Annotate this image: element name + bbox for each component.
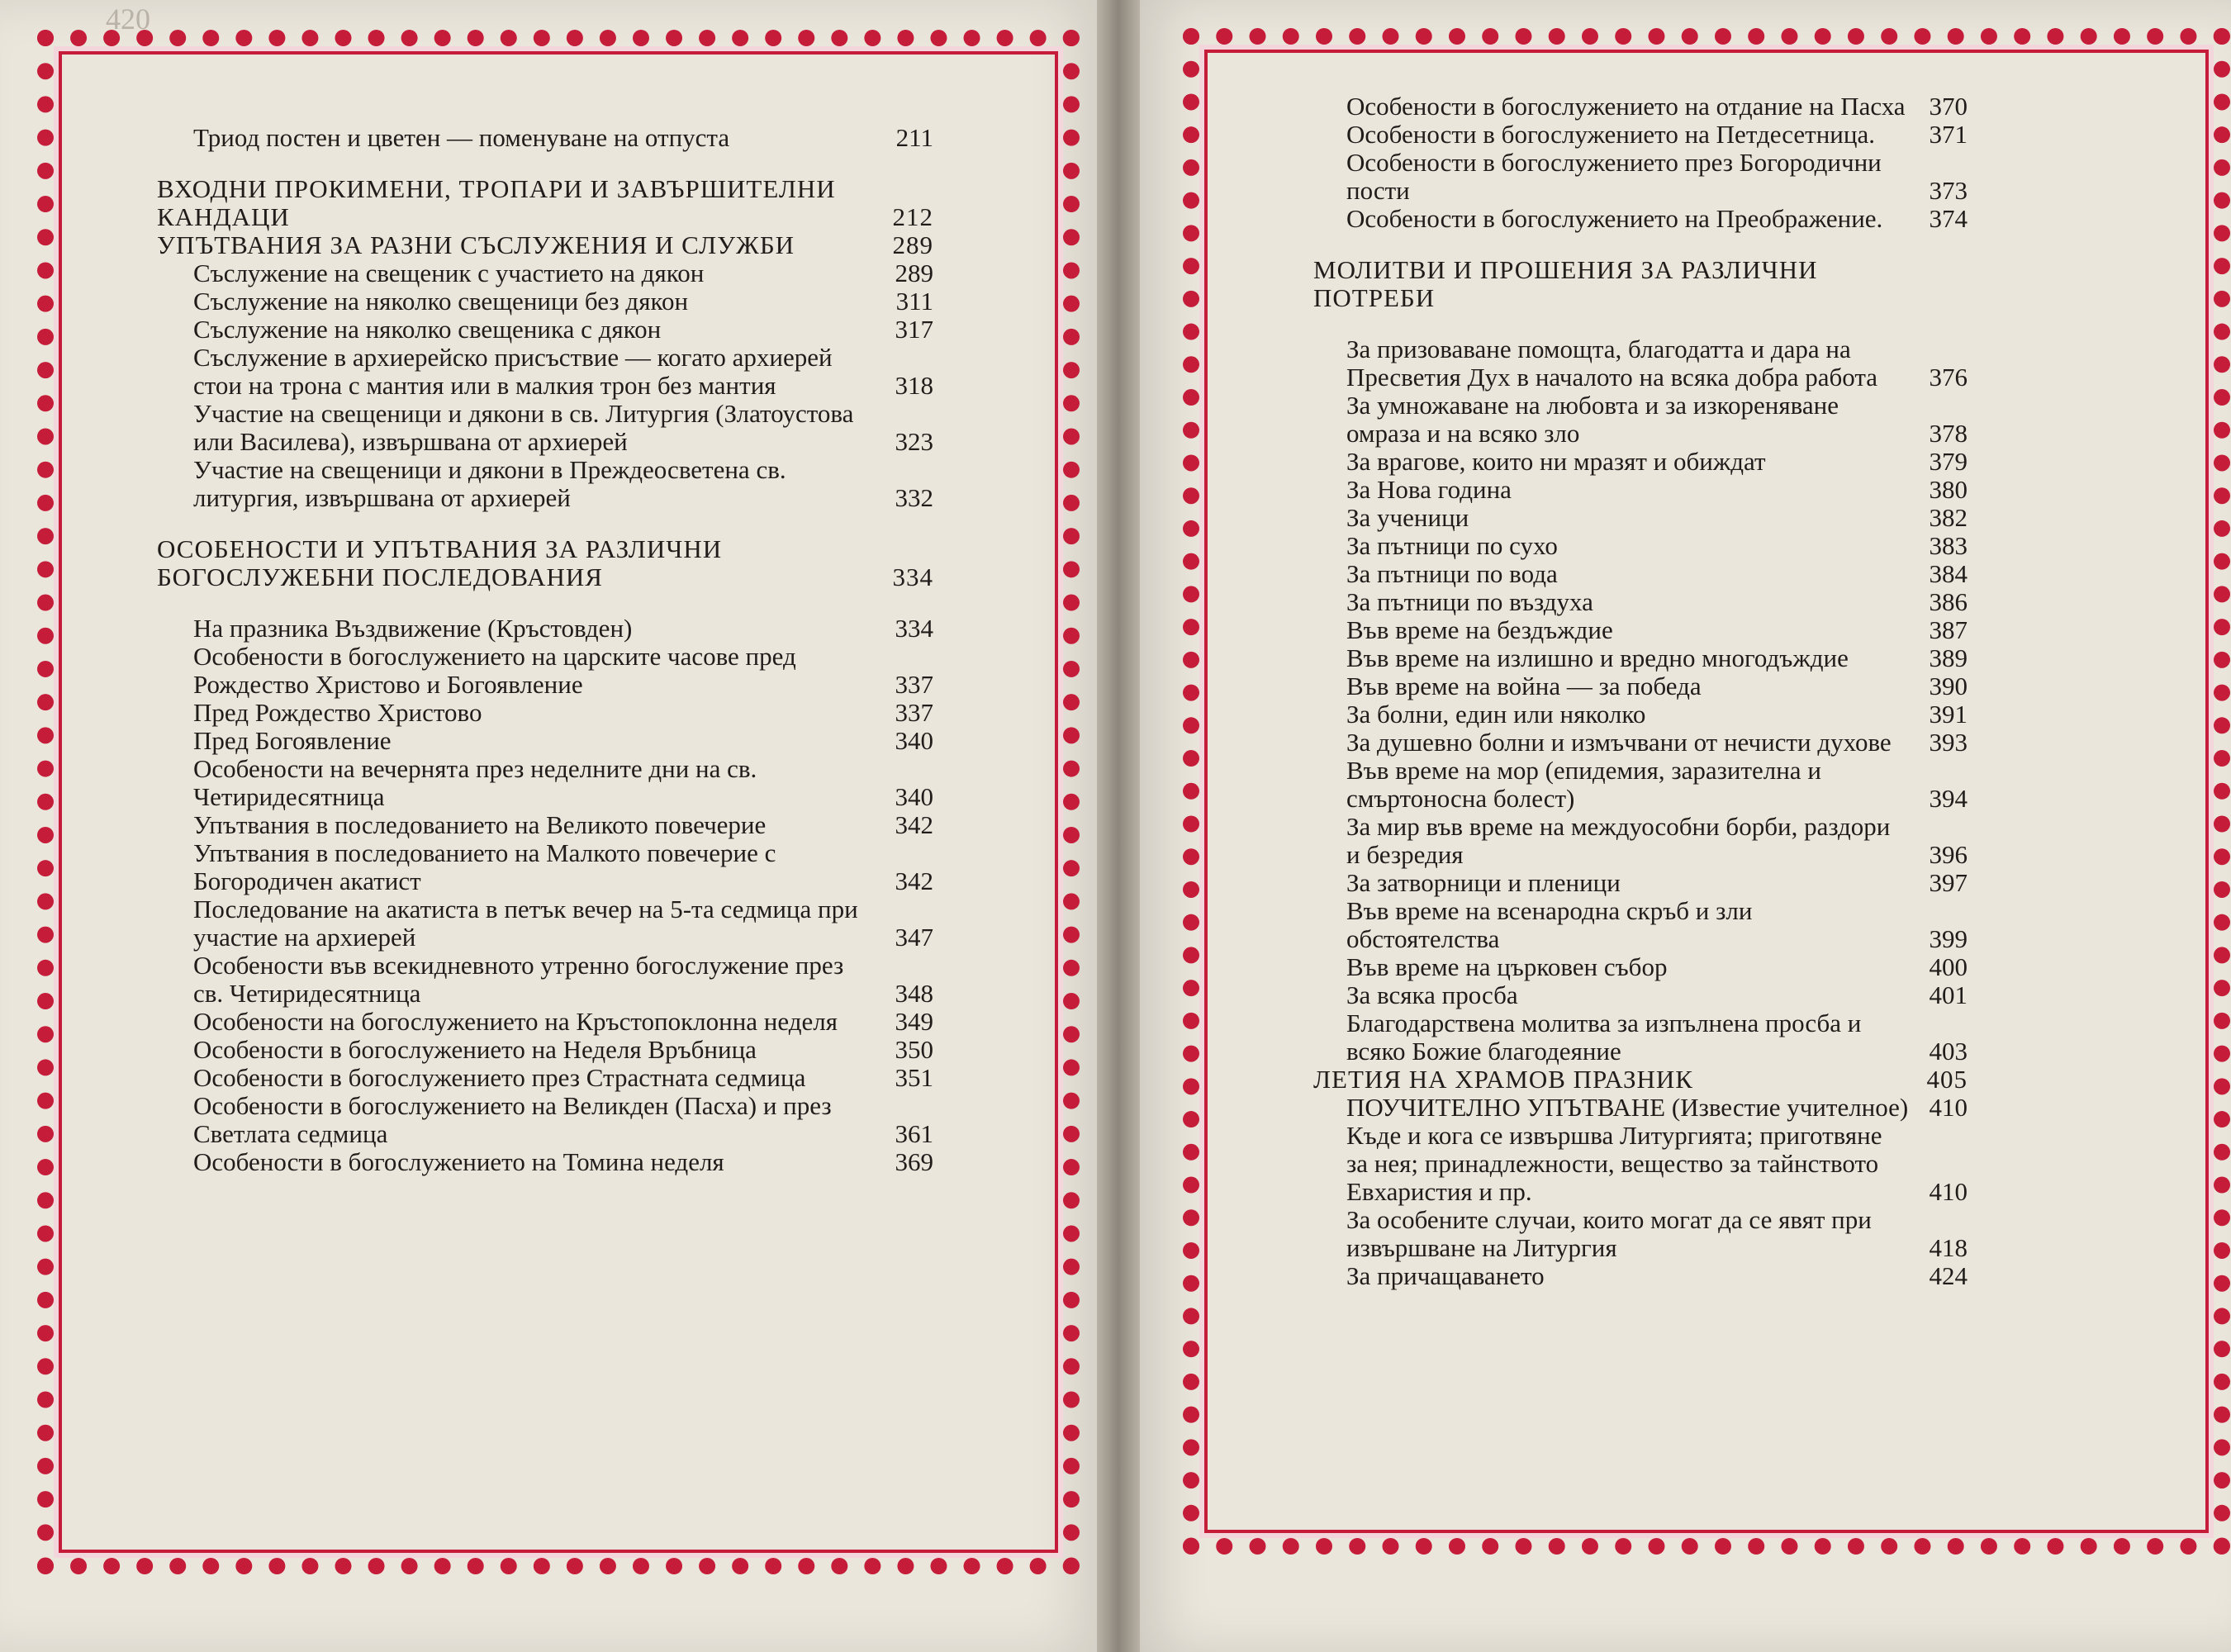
toc-entry: Във време на всенародна скръб и зли обстоятелства 399 xyxy=(1346,896,1968,953)
toc-entry: За мир във време на междуособни борби, раздори и безредия 396 xyxy=(1346,812,1968,869)
toc-entry: Къде и кога се извършва Литургията; приготвяне за нея; принадлежности, вещество за тайнството Евхаристия и пр. 410 xyxy=(1346,1121,1968,1206)
toc-entry: За затворници и пленици 397 xyxy=(1346,868,1968,897)
toc-section-heading: ВХОДНИ ПРОКИМЕНИ, ТРОПАРИ И ЗАВЪРШИТЕЛНИ КАНДАЦИ 212 xyxy=(157,174,933,231)
toc-entry: За причащаването 424 xyxy=(1346,1261,1968,1290)
toc-entry: За особените случаи, които могат да се явят при извършване на Литургия 418 xyxy=(1346,1205,1968,1262)
toc-entry: Пред Богоявление 340 xyxy=(193,726,933,755)
toc-entry: Особености на богослужението на Кръстопоклонна неделя 349 xyxy=(193,1007,933,1036)
toc-entry: Особености в богослужението на Петдесетница. 371 xyxy=(1346,120,1968,149)
toc-entry: Благодарствена молитва за изпълнена просба и всяко Божие благодеяние 403 xyxy=(1346,1009,1968,1066)
toc-entry: Особености в богослужението на Великден (Пасха) и през Светлата седмица 361 xyxy=(193,1091,933,1148)
toc-entry: Особености в богослужението на отдание на Пасха 370 xyxy=(1346,92,1968,121)
toc-entry: Особености в богослужението на Преображение. 374 xyxy=(1346,204,1968,233)
toc-entry: За душевно болни и измъчвани от нечисти духове 393 xyxy=(1346,728,1968,757)
toc-entry: Във време на излишно и вредно многодъждие 389 xyxy=(1346,643,1968,672)
toc-entry: За пътници по вода 384 xyxy=(1346,559,1968,588)
toc-entry: Съслужение на свещеник с участието на дякон 289 xyxy=(193,259,933,287)
toc-entry: За Нова година 380 xyxy=(1346,475,1968,504)
toc-entry: За болни, един или няколко 391 xyxy=(1346,700,1968,729)
toc-entry: За всяка просба 401 xyxy=(1346,980,1968,1009)
toc-entry: Съслужение на няколко свещеника с дякон 317 xyxy=(193,315,933,344)
toc-entry: Участие на свещеници и дякони в Преждеосветена св. литургия, извършвана от архиерей 332 xyxy=(193,455,933,512)
toc-entry: Особености в богослужението на Томина неделя 369 xyxy=(193,1147,933,1176)
toc-entry: ПОУЧИТЕЛНО УПЪТВАНЕ (Известие учителное) 410 xyxy=(1346,1093,1968,1122)
toc-entry: Последование на акатиста в петък вечер на 5-та седмица при участие на архиерей 347 xyxy=(193,895,933,952)
toc-entry: Упътвания в последованието на Великото повечерие 342 xyxy=(193,810,933,839)
toc-entry: За пътници по сухо 383 xyxy=(1346,531,1968,560)
toc-entry: За умножаване на любовта и за изкореняване омраза и на всяко зло 378 xyxy=(1346,391,1968,448)
toc-entry: За врагове, които ни мразят и обиждат 379 xyxy=(1346,447,1968,476)
left-toc xyxy=(157,124,933,1176)
toc-section-heading: МОЛИТВИ И ПРОШЕНИЯ ЗА РАЗЛИЧНИ ПОТРЕБИ xyxy=(1313,255,1818,312)
toc-section-heading: ЛЕТИЯ НА ХРАМОВ ПРАЗНИК 405 xyxy=(1313,1065,1968,1094)
toc-section-heading: ОСОБЕНОСТИ И УПЪТВАНИЯ ЗА РАЗЛИЧНИ БОГОСЛУЖЕБНИ ПОСЛЕДОВАНИЯ 334 xyxy=(157,534,933,591)
toc-entry: Във време на църковен събор 400 xyxy=(1346,952,1968,981)
toc-entry: Във време на бездъждие 387 xyxy=(1346,615,1968,644)
toc-entry: За призоваване помощта, благодатта и дара на Пресветия Дух в началото на всяка добра работа 376 xyxy=(1346,335,1968,392)
right-toc xyxy=(1313,93,1968,1290)
ghost-page-number: 420 xyxy=(106,2,150,36)
toc-entry: Упътвания в последованието на Малкото повечерие с Богородичен акатист 342 xyxy=(193,838,933,895)
toc-entry: Особености на вечернята през неделните дни на св. Четиридесятница 340 xyxy=(193,754,933,811)
toc-entry: Триод постен и цветен — поменуване на отпуста 211 xyxy=(193,123,933,152)
toc-entry: Пред Рождество Христово 337 xyxy=(193,698,933,727)
toc-entry: Особености в богослужението през Страстната седмица 351 xyxy=(193,1063,933,1092)
toc-entry: Участие на свещеници и дякони в св. Литургия (Златоустова или Василева), извършвана от архиерей 323 xyxy=(193,399,933,456)
toc-section-heading: УПЪТВАНИЯ ЗА РАЗНИ СЪСЛУЖЕНИЯ И СЛУЖБИ 289 xyxy=(157,230,933,259)
toc-entry: Във време на мор (епидемия, заразителна и смъртоносна болест) 394 xyxy=(1346,756,1968,813)
toc-entry: Особености в богослужението през Богородични пости 373 xyxy=(1346,148,1968,205)
toc-entry: За пътници по въздуха 386 xyxy=(1346,587,1968,616)
toc-entry: Особености във всекидневното утренно богослужение през св. Четиридесятница 348 xyxy=(193,951,933,1008)
toc-entry: Във време на война — за победа 390 xyxy=(1346,672,1968,700)
toc-entry: Особености в богослужението на царските часове пред Рождество Христово и Богоявление 337 xyxy=(193,642,933,699)
toc-entry: Съслужение в архиерейско присъствие — когато архиерей стои на трона с мантия или в малкия трон без мантия 318 xyxy=(193,343,933,400)
toc-entry: На празника Въздвижение (Кръстовден) 334 xyxy=(193,614,933,643)
toc-entry: Съслужение на няколко свещеници без дякон 311 xyxy=(193,287,933,316)
toc-entry: Особености в богослужението на Неделя Връбница 350 xyxy=(193,1035,933,1064)
book-gutter xyxy=(1097,0,1140,1652)
toc-entry: За ученици 382 xyxy=(1346,503,1968,532)
